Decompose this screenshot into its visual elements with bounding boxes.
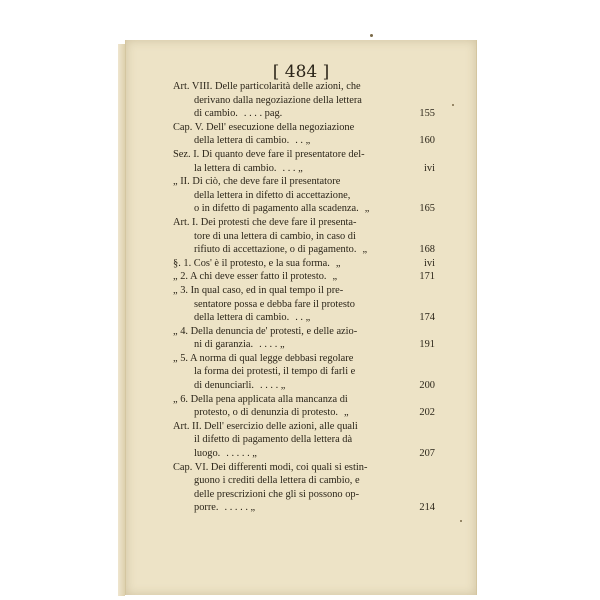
toc-line: [173, 270, 435, 284]
toc-line-text: protesto, o di denunzia di protesto.: [194, 407, 338, 419]
toc-leader: . . . . pag.: [243, 108, 283, 120]
toc-entry: [173, 393, 435, 420]
toc-entry: [173, 148, 435, 175]
toc-line: [173, 393, 435, 407]
toc-line: [173, 189, 435, 203]
toc-page-number: 202: [419, 407, 435, 419]
toc-line-text: di denunciarli.: [194, 380, 255, 392]
toc-entry: [173, 175, 435, 216]
toc-line: [173, 148, 435, 162]
table-of-contents: [173, 80, 435, 515]
toc-line: [173, 216, 435, 230]
toc-leader: . . „: [295, 312, 311, 324]
toc-leader: „: [335, 257, 341, 269]
toc-line-text: Cap. V. Dell' esecuzione della negoziazione: [173, 121, 355, 133]
toc-line-text: „ 4. Della denuncia de' protesti, e delle azio-: [173, 325, 358, 337]
toc-line-text: Sez. I. Di quanto deve fare il presentatore del-: [173, 148, 365, 160]
toc-line-text: guono i crediti della lettera di cambio, e: [194, 475, 360, 487]
toc-line-text: Art. VIII. Delle particolarità delle azioni, che: [173, 81, 361, 92]
paper-speck: [370, 34, 373, 37]
toc-entry: [173, 270, 435, 284]
toc-page-number: 171: [419, 271, 435, 283]
toc-line: [173, 365, 435, 379]
toc-line: [173, 202, 435, 216]
toc-page-number: 207: [419, 448, 435, 460]
toc-line-text: Art. II. Dell' esercizio delle azioni, alle quali: [173, 420, 358, 432]
toc-page-number: 160: [419, 135, 435, 147]
toc-entry: [173, 121, 435, 148]
toc-entry: [173, 461, 435, 515]
toc-line-text: sentatore possa e debba fare il protesto: [194, 298, 355, 310]
toc-line-text: „ II. Di ciò, che deve fare il presentatore: [173, 176, 341, 188]
toc-line: [173, 379, 435, 393]
toc-line: [173, 134, 435, 148]
toc-line-text: delle prescrizioni che gli si possono op-: [194, 488, 360, 500]
toc-line-text: il difetto di pagamento della lettera dà: [194, 434, 353, 446]
toc-entry: [173, 420, 435, 461]
toc-line: [173, 230, 435, 244]
toc-page-number: ivi: [424, 162, 435, 174]
toc-page-number: 165: [419, 203, 435, 215]
toc-line: [173, 107, 435, 121]
toc-line-text: derivano dalla negoziazione della lettera: [194, 94, 362, 106]
toc-entry: [173, 352, 435, 393]
toc-line-text: porre.: [194, 502, 219, 514]
toc-line-text: „ 5. A norma di qual legge debbasi regolare: [173, 352, 354, 364]
toc-leader: . . . „: [282, 162, 303, 174]
toc-entry: [173, 325, 435, 352]
toc-entry: [173, 216, 435, 257]
toc-line: [173, 447, 435, 461]
toc-page-number: 168: [419, 244, 435, 256]
toc-line: [173, 284, 435, 298]
toc-leader: „: [362, 244, 368, 256]
toc-line-text: „ 3. In qual caso, ed in qual tempo il pre-: [173, 284, 344, 296]
toc-page-number: 200: [419, 380, 435, 392]
toc-line-text: §. 1. Cos' è il protesto, e la sua forma.: [173, 257, 330, 269]
toc-line-text: Art. I. Dei protesti che deve fare il presenta-: [173, 216, 357, 228]
toc-line-text: la forma dei protesti, il tempo di farli e: [194, 366, 356, 378]
toc-line-text: luogo.: [194, 448, 221, 460]
toc-page-number: 214: [419, 502, 435, 514]
toc-line-text: Cap. VI. Dei differenti modi, coi quali si estin-: [173, 461, 368, 473]
toc-line-text: „ 6. Della pena applicata alla mancanza di: [173, 393, 348, 405]
toc-line: [173, 175, 435, 189]
toc-line-text: la lettera di cambio.: [194, 162, 277, 174]
toc-line: [173, 94, 435, 108]
toc-line: [173, 80, 435, 94]
paper-speck: [460, 520, 462, 522]
toc-page-number: 191: [419, 339, 435, 351]
toc-leader: „: [332, 271, 338, 283]
toc-page-number: 155: [419, 108, 435, 120]
toc-line: [173, 298, 435, 312]
toc-line: [173, 352, 435, 366]
toc-line-text: della lettera in difetto di accettazione,: [194, 189, 351, 201]
toc-leader: „: [344, 407, 349, 419]
toc-line-text: della lettera di cambio.: [194, 135, 290, 147]
toc-leader: „: [364, 203, 370, 215]
toc-entry: [173, 80, 435, 121]
toc-entry: [173, 284, 435, 325]
toc-line-text: rifiuto di accettazione, o di pagamento.: [194, 244, 357, 256]
toc-line: [173, 420, 435, 434]
toc-line: [173, 121, 435, 135]
toc-leader: . . . . „: [260, 380, 286, 392]
toc-page-number: ivi: [424, 257, 435, 269]
toc-line: [173, 311, 435, 325]
toc-line-text: ni di garanzia.: [194, 339, 254, 351]
toc-line: [173, 162, 435, 176]
paper-speck: [452, 104, 454, 106]
toc-line: [173, 406, 435, 420]
toc-line-text: o in difetto di pagamento alla scadenza.: [194, 203, 359, 215]
toc-leader: . . . . . „: [226, 448, 257, 460]
toc-line-text: della lettera di cambio.: [194, 312, 290, 324]
toc-line-text: di cambio.: [194, 108, 238, 120]
toc-entry: [173, 257, 435, 271]
toc-line: [173, 338, 435, 352]
toc-line: [173, 501, 435, 515]
toc-line: [173, 488, 435, 502]
toc-leader: . . „: [295, 135, 311, 147]
book-spine-edge: [118, 44, 125, 596]
toc-line-text: „ 2. A chi deve esser fatto il protesto.: [173, 271, 327, 283]
toc-leader: . . . . . „: [224, 502, 256, 514]
toc-leader: . . . . „: [259, 339, 285, 351]
toc-line: [173, 325, 435, 339]
toc-line-text: tore di una lettera di cambio, in caso di: [194, 230, 356, 242]
toc-line: [173, 257, 435, 271]
toc-line: [173, 243, 435, 257]
toc-page-number: 174: [419, 312, 435, 324]
page-number: [ 484 ]: [272, 62, 330, 82]
toc-line: [173, 474, 435, 488]
toc-line: [173, 461, 435, 475]
toc-line: [173, 433, 435, 447]
